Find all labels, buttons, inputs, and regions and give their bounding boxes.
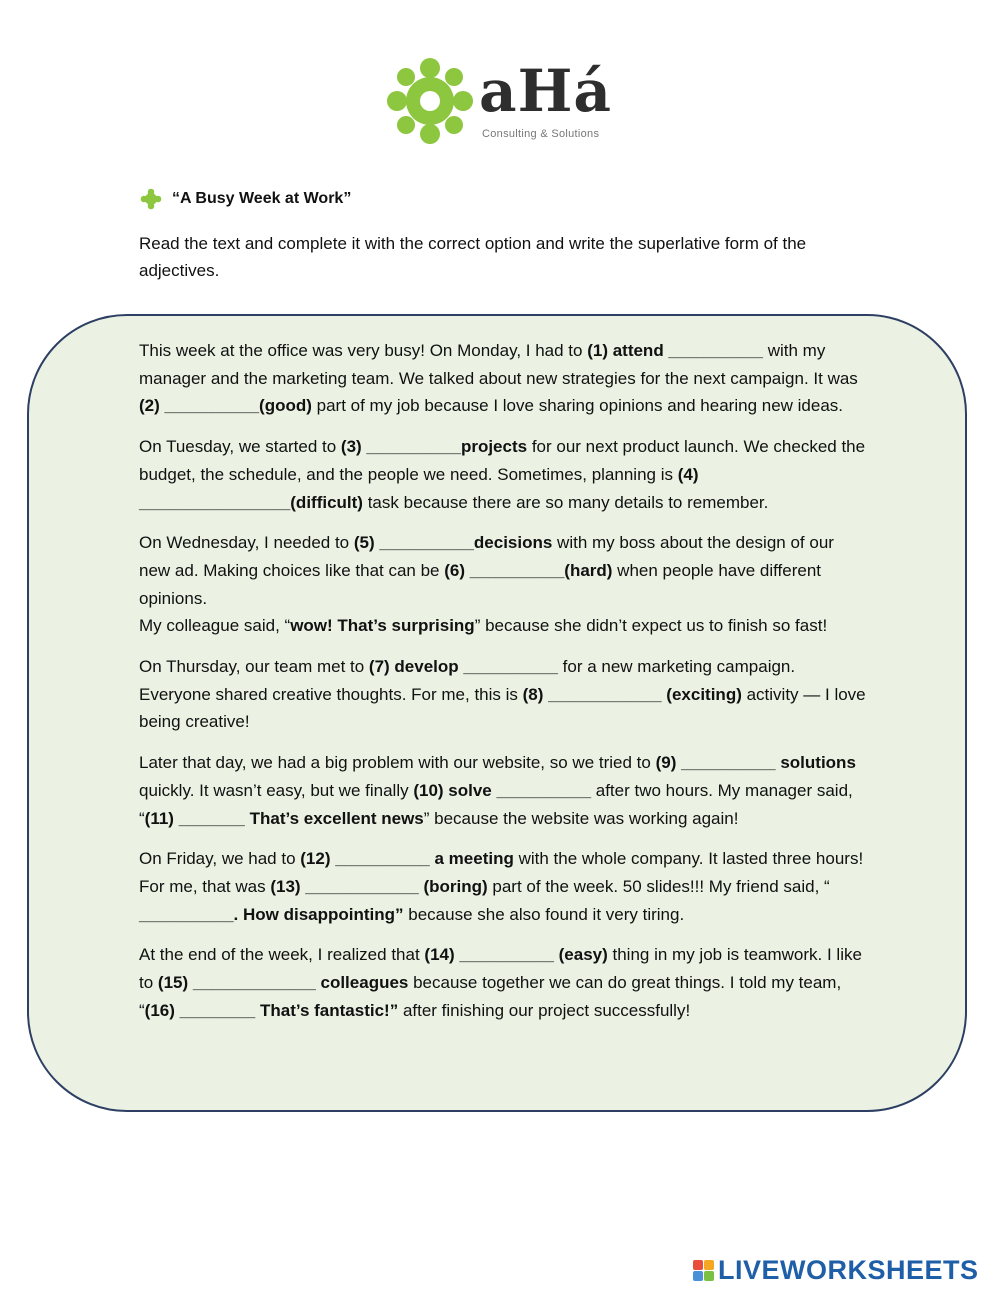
gap-prompt: (6) __________(hard) xyxy=(444,560,613,580)
story-text-run: thing in my job is teamwork. I like to xyxy=(139,945,862,993)
gap-prompt: (4) ________________(difficult) xyxy=(139,464,699,512)
story-text-run: part of my job because I love sharing opinions and hearing new ideas. xyxy=(311,396,844,416)
gap-prompt: (10) solve __________ xyxy=(413,780,592,800)
story-text-run: quickly. It wasn’t easy, but we finally xyxy=(139,780,414,800)
liveworksheets-logo-icon xyxy=(693,1260,714,1281)
story-text-run: On Tuesday, we started to xyxy=(139,437,341,457)
story-text-run: for our next product launch. We checked the budget, the schedule, and the people we need. Sometimes, planning is xyxy=(139,437,866,484)
story-text xyxy=(139,337,867,1037)
story-text-run: part of the week. 50 slides!!! My friend said, “ xyxy=(487,876,830,896)
worksheet-title: “A Busy Week at Work” xyxy=(172,190,352,207)
story-text-run: On Thursday, our team met to xyxy=(139,657,369,677)
liveworksheets-footer xyxy=(693,1255,979,1286)
story-paragraph xyxy=(139,941,867,1024)
story-paragraph xyxy=(139,529,867,640)
story-text-run: Later that day, we had a big problem with our website, so we tried to xyxy=(139,753,656,773)
story-text-run: with my boss about the design of our new ad. Making choices like that can be xyxy=(139,533,834,580)
story-text-run: activity — I love being creative! xyxy=(139,684,866,732)
story-text-run: because together we can do great things. I told my team, “ xyxy=(139,973,842,1020)
story-text-run: task because there are so many details to remember. xyxy=(362,492,769,512)
story-paragraph xyxy=(139,653,867,736)
story-text-run: when people have different opinions. xyxy=(139,560,822,608)
gap-prompt: (15) _____________ colleagues xyxy=(157,973,409,993)
gap-prompt: (2) __________(good) xyxy=(139,396,312,416)
story-text-run: ” because the website was working again! xyxy=(423,808,739,828)
story-text-run: On Friday, we had to xyxy=(139,849,301,869)
gap-prompt: (12) __________ a meeting xyxy=(300,849,514,869)
story-text-run: for a new marketing campaign. Everyone shared creative thoughts. For me, this is xyxy=(139,657,796,704)
story-paragraph xyxy=(139,433,867,516)
puzzle-bullet-icon xyxy=(140,188,162,210)
gap-prompt: __________. How disappointing” xyxy=(139,904,404,924)
instructions-text: Read the text and complete it with the correct option and write the superlative form of the adjectives. xyxy=(139,234,807,280)
story-text-run: with my manager and the marketing team. We talked about new strategies for the next campaign. It was xyxy=(139,341,858,388)
logo-tile xyxy=(704,1260,714,1270)
story-text-run: after finishing our project successfully! xyxy=(398,1000,691,1020)
gap-prompt: (7) develop __________ xyxy=(368,657,558,677)
gap-prompt: wow! That’s surprising xyxy=(290,616,475,636)
gap-prompt: (8) ____________ (exciting) xyxy=(522,684,742,704)
story-paragraph xyxy=(139,749,867,832)
gap-prompt: (14) __________ (easy) xyxy=(424,945,608,965)
gap-prompt: (11) _______ That’s excellent news xyxy=(144,808,424,828)
story-paragraph xyxy=(139,337,867,420)
company-logo xyxy=(385,56,625,146)
gap-prompt: (16) ________ That’s fantastic!” xyxy=(144,1000,399,1020)
logo-tagline: Consulting & Solutions xyxy=(482,128,600,140)
story-text-run: My colleague said, “ xyxy=(139,616,291,636)
liveworksheets-brand: LIVEWORKSHEETS xyxy=(718,1255,979,1285)
story-text-run: This week at the office was very busy! On Monday, I had to xyxy=(139,341,588,360)
gap-prompt: (9) __________ solutions xyxy=(655,753,856,773)
story-text-run: because she also found it very tiring. xyxy=(403,904,685,924)
gap-prompt: (13) ____________ (boring) xyxy=(270,876,488,896)
story-paragraph xyxy=(139,845,867,928)
story-text-run: On Wednesday, I needed to xyxy=(139,533,354,553)
puzzle-star-logo-icon xyxy=(385,56,475,146)
logo-tile xyxy=(693,1260,703,1270)
worksheet-title-row xyxy=(140,188,351,210)
logo-tile xyxy=(704,1271,714,1281)
gap-prompt: (5) __________decisions xyxy=(353,533,553,553)
story-text-run: ” because she didn’t expect us to finish so fast! xyxy=(474,616,828,636)
gap-prompt: (1) attend __________ xyxy=(587,341,763,360)
logo-wordmark: aHá xyxy=(479,57,612,125)
gap-prompt: (3) __________projects xyxy=(340,437,528,457)
story-text-run: with the whole company. It lasted three hours! For me, that was xyxy=(139,849,864,896)
logo-tile xyxy=(693,1271,703,1281)
story-text-run: At the end of the week, I realized that xyxy=(139,945,425,965)
story-text-run: after two hours. My manager said, “ xyxy=(139,780,853,828)
